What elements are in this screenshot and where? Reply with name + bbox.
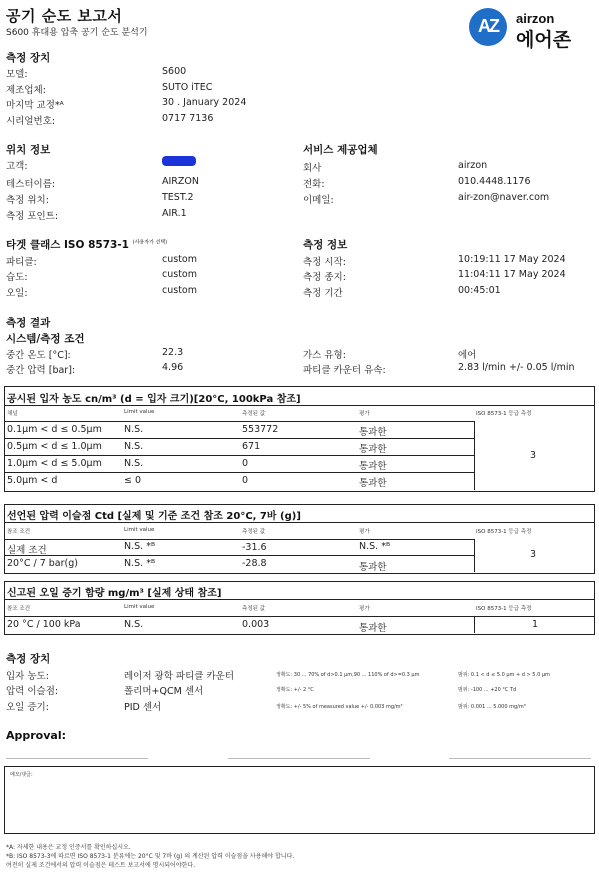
cell-evaluation: 통과한 bbox=[359, 444, 387, 455]
sensor-range: 범위: 0.001 ... 5.000 mg/m³ bbox=[458, 704, 526, 710]
row-divider bbox=[4, 472, 474, 473]
device-value: 30 . January 2024 bbox=[162, 97, 247, 108]
particle-table-title: 공시된 입자 농도 cn/m³ (d = 입자 크기)[20°C, 100kPa 참조] bbox=[7, 394, 301, 405]
cell-limit: N.S. bbox=[124, 441, 144, 452]
sensor-range: 범위: -100 ... +20 °C Td bbox=[458, 687, 517, 693]
row-divider bbox=[4, 438, 474, 439]
location-label: 테스터이름: bbox=[6, 179, 56, 190]
approval-heading: Approval: bbox=[6, 729, 67, 742]
target-value: custom bbox=[162, 269, 197, 280]
provider-value: airzon bbox=[458, 160, 488, 171]
cell-measured: 0.003 bbox=[242, 619, 270, 630]
target-label: 습도: bbox=[6, 272, 28, 283]
redacted-customer bbox=[162, 156, 196, 166]
provider-heading: 서비스 제공업체 bbox=[303, 144, 378, 156]
condition-value: 22.3 bbox=[162, 347, 184, 358]
sensor-range: 범위: 0.1 < d ≤ 5.0 μm + d > 5.0 μm bbox=[458, 672, 550, 678]
conditions-heading: 시스템/측정 조건 bbox=[6, 333, 85, 345]
column-divider bbox=[474, 421, 475, 490]
provider-email: air-zon@naver.com bbox=[458, 192, 550, 203]
measure-info-label: 측정 시작: bbox=[303, 257, 346, 268]
condition-label: 가스 유형: bbox=[303, 350, 346, 361]
condition-value: 2.83 l/min +/- 0.05 l/min bbox=[458, 362, 575, 373]
measure-info-value: 00:45:01 bbox=[458, 285, 501, 296]
target-note: (사용자가 선택) bbox=[132, 239, 168, 246]
device-label: 마지막 교정*ᴬ bbox=[6, 100, 64, 111]
condition-label: 중간 온도 [°C]: bbox=[6, 350, 71, 361]
target-heading bbox=[6, 237, 167, 252]
column-header: 측정된 값 bbox=[242, 606, 266, 612]
row-divider bbox=[4, 555, 474, 556]
device-label: 모델: bbox=[6, 69, 28, 80]
cell-limit: ≤ 0 bbox=[124, 475, 142, 486]
iso-class-value: 1 bbox=[532, 619, 539, 630]
row-divider bbox=[4, 455, 474, 456]
sensor-accuracy: 정확도: 30 ... 70% of d>0.1 μm,90 ... 110% of d>=0.3 μm bbox=[276, 672, 420, 678]
signature-line bbox=[228, 758, 370, 759]
signature-line bbox=[6, 758, 148, 759]
memo-label: 메모/댓글: bbox=[10, 772, 33, 778]
device-value: 0717 7136 bbox=[162, 113, 214, 124]
column-header: 참조 조건 bbox=[7, 606, 31, 612]
condition-label: 중간 압력 [bar]: bbox=[6, 365, 76, 376]
column-header: 참조 조건 bbox=[7, 529, 31, 535]
row-divider bbox=[4, 616, 594, 617]
cell-limit: N.S. *ᴮ bbox=[124, 541, 156, 552]
row-divider bbox=[4, 421, 474, 422]
sensor-label: 입자 농도: bbox=[6, 671, 49, 682]
sensor-device: 레이저 광학 파티클 카운터 bbox=[124, 671, 235, 682]
iso-class-value: 3 bbox=[530, 450, 537, 461]
column-header: Limit value bbox=[124, 409, 155, 415]
cell-measured: 553772 bbox=[242, 424, 279, 435]
signature-line bbox=[449, 758, 591, 759]
condition-value: 4.96 bbox=[162, 362, 184, 373]
condition-label: 파티클 카운터 유속: bbox=[303, 365, 386, 376]
column-header: 측정된 값 bbox=[242, 529, 266, 535]
report-subtitle: S600 휴대용 압축 공기 순도 분석기 bbox=[6, 28, 148, 38]
cell-condition: 20 °C / 100 kPa bbox=[7, 619, 81, 630]
sensor-accuracy: 정확도: +/- 2 °C bbox=[276, 687, 314, 693]
column-header: ISO 8573-1 등급 측정 bbox=[476, 606, 532, 612]
measure-info-label: 측정 기간 bbox=[303, 288, 343, 299]
cell-evaluation: 통과한 bbox=[359, 427, 387, 438]
provider-label: 회사 bbox=[303, 163, 322, 174]
cell-limit: N.S. bbox=[124, 619, 144, 630]
target-label: 파티클: bbox=[6, 257, 37, 268]
measure-info-heading: 측정 정보 bbox=[303, 239, 348, 251]
logo-name-ko: 에어존 bbox=[516, 29, 572, 51]
cell-condition: 20°C / 7 bar(g) bbox=[7, 558, 78, 569]
device-label: 제조업체: bbox=[6, 85, 46, 96]
logo-mark-text: AZ bbox=[478, 16, 498, 36]
dewpoint-table-title: 선언된 압력 이슬점 Ctd [실제 및 기준 조건 참조 20°C, 7바 (g)] bbox=[7, 511, 301, 522]
cell-measured: -28.8 bbox=[242, 558, 267, 569]
location-label: 측정 포인트: bbox=[6, 211, 59, 222]
column-header: 평가 bbox=[359, 411, 370, 417]
cell-measured: 671 bbox=[242, 441, 261, 452]
provider-value: 010.4448.1176 bbox=[458, 176, 531, 187]
table-divider bbox=[4, 522, 594, 523]
cell-channel: 1.0μm < d ≤ 5.0μm bbox=[7, 458, 102, 469]
column-header: ISO 8573-1 등급 측정 bbox=[476, 411, 532, 417]
cell-measured: 0 bbox=[242, 458, 249, 469]
location-value: TEST.2 bbox=[162, 192, 194, 203]
column-header: 측정된 값 bbox=[242, 411, 266, 417]
target-value: custom bbox=[162, 285, 197, 296]
sensor-device: 폴리머+QCM 센서 bbox=[124, 686, 204, 697]
results-heading: 측정 결과 bbox=[6, 317, 51, 329]
sensors-heading: 측정 장치 bbox=[6, 653, 51, 665]
column-header: ISO 8573-1 등급 측정 bbox=[476, 529, 532, 535]
measure-info-value: 10:19:11 17 May 2024 bbox=[458, 254, 566, 265]
column-header: 채널 bbox=[7, 411, 18, 417]
cell-evaluation: 통과한 bbox=[359, 461, 387, 472]
cell-condition: 실제 조건 bbox=[7, 545, 47, 556]
footnote: 여전히 실제 조건에서의 압력 이슬점은 테스트 보고서에 명시되어야한다. bbox=[6, 862, 196, 869]
column-header: 평가 bbox=[359, 529, 370, 535]
column-header: Limit value bbox=[124, 604, 155, 610]
target-value: custom bbox=[162, 254, 197, 265]
footnote: *A: 자세한 내용은 교정 인증서를 확인하십시오. bbox=[6, 844, 131, 851]
table-divider bbox=[4, 405, 594, 406]
location-label: 측정 위치: bbox=[6, 195, 49, 206]
cell-measured: -31.6 bbox=[242, 542, 267, 553]
condition-value: 에어 bbox=[458, 350, 477, 361]
sensor-accuracy: 정확도: +/- 5% of measured value +/- 0.003 mg/m³ bbox=[276, 704, 403, 710]
column-divider bbox=[474, 539, 475, 572]
cell-limit: N.S. *ᴮ bbox=[124, 558, 156, 569]
row-divider bbox=[4, 539, 474, 540]
provider-label: 전화: bbox=[303, 179, 325, 190]
cell-channel: 0.1μm < d ≤ 0.5μm bbox=[7, 424, 102, 435]
cell-channel: 0.5μm < d ≤ 1.0μm bbox=[7, 441, 102, 452]
cell-evaluation: 통과한 bbox=[359, 478, 387, 489]
oil-table-title: 신고된 오일 증기 함량 mg/m³ [실제 상태 참조] bbox=[7, 588, 222, 599]
table-divider bbox=[4, 599, 594, 600]
location-value: AIRZON bbox=[162, 176, 199, 187]
device-heading: 측정 장치 bbox=[6, 52, 51, 64]
cell-limit: N.S. bbox=[124, 458, 144, 469]
memo-box[interactable] bbox=[4, 766, 595, 834]
column-header: Limit value bbox=[124, 527, 155, 533]
cell-measured: 0 bbox=[242, 475, 249, 486]
location-heading: 위치 정보 bbox=[6, 144, 51, 156]
column-header: 평가 bbox=[359, 606, 370, 612]
iso-class-value: 3 bbox=[530, 549, 537, 560]
measure-info-label: 측정 종지: bbox=[303, 272, 346, 283]
provider-label: 이메일: bbox=[303, 195, 334, 206]
cell-limit: N.S. bbox=[124, 424, 144, 435]
sensor-label: 오일 증기: bbox=[6, 702, 49, 713]
cell-channel: 5.0μm < d bbox=[7, 475, 58, 486]
report-title: 공기 순도 보고서 bbox=[6, 7, 123, 25]
location-value: AIR.1 bbox=[162, 208, 187, 219]
target-heading-text: 타겟 클래스 ISO 8573-1 bbox=[6, 239, 129, 251]
cell-evaluation: 통과한 bbox=[359, 623, 387, 634]
column-divider bbox=[474, 616, 475, 633]
sensor-label: 압력 이슬점: bbox=[6, 686, 59, 697]
cell-evaluation: N.S. *ᴮ bbox=[359, 541, 391, 552]
target-label: 오일: bbox=[6, 288, 28, 299]
sensor-device: PID 센서 bbox=[124, 702, 162, 713]
device-value: SUTO iTEC bbox=[162, 82, 213, 93]
device-value: S600 bbox=[162, 66, 187, 77]
logo-name-en: airzon bbox=[516, 11, 555, 26]
device-label: 시리얼번호: bbox=[6, 116, 56, 127]
footnote: *B: ISO 8573-3에 따르면 ISO 8573-1 분류에는 20°C 및 7바 (g) 의 계산된 압력 이슬점을 사용해야 합니다. bbox=[6, 853, 295, 860]
measure-info-value: 11:04:11 17 May 2024 bbox=[458, 269, 566, 280]
cell-evaluation: 통과한 bbox=[359, 562, 387, 573]
location-label: 고객: bbox=[6, 161, 28, 172]
